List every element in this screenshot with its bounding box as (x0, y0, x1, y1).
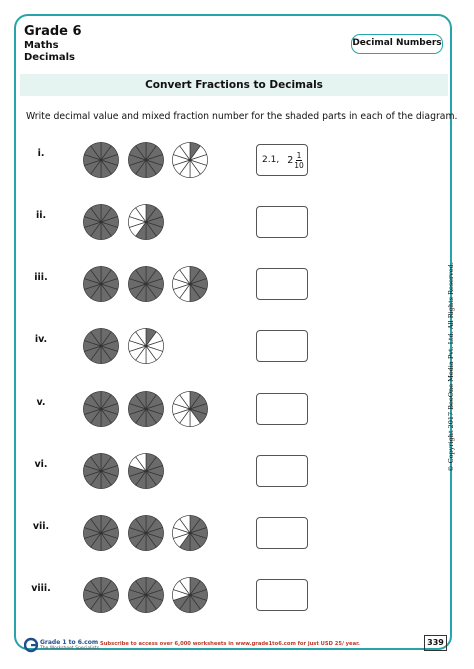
fraction-pie (82, 203, 120, 241)
copyright-text: © Copyright 2017 BeeOne Media Pvt. Ltd. All Rights Reserved. (447, 262, 455, 472)
fraction-pie (82, 390, 120, 428)
logo-name: Grade 1 to 6.com (40, 639, 99, 646)
fraction-pie (127, 576, 165, 614)
topic-badge: Decimal Numbers (351, 34, 443, 54)
fraction-pie (82, 576, 120, 614)
denominator: 10 (294, 160, 304, 170)
grade-label: Grade 6 (24, 24, 82, 39)
fraction-pie (127, 327, 165, 365)
fraction-pie (127, 390, 165, 428)
fraction-pie (127, 452, 165, 490)
page-number: 339 (424, 635, 447, 651)
fraction-pie (82, 265, 120, 303)
answer-box[interactable] (256, 144, 308, 176)
decimal-answer: 2.1, (262, 155, 280, 165)
numerator: 1 (296, 150, 302, 160)
question-number: iii. (34, 272, 48, 283)
fraction-pie (127, 514, 165, 552)
instruction-text: Write decimal value and mixed fraction number for the shaded parts in each of the diagram. (26, 111, 458, 122)
question-number: v. (36, 397, 46, 408)
question-number: viii. (31, 583, 51, 594)
whole-part: 2 (287, 154, 294, 166)
fraction-pie (171, 265, 209, 303)
mixed-fraction-answer (287, 151, 304, 170)
fraction-pie (171, 514, 209, 552)
answer-box[interactable] (256, 579, 308, 611)
site-logo[interactable] (24, 636, 99, 654)
worksheet-title: Convert Fractions to Decimals (20, 74, 448, 96)
fraction-pie (82, 141, 120, 179)
fraction-pie (171, 576, 209, 614)
question-number: vii. (32, 521, 50, 532)
answer-box[interactable] (256, 206, 308, 238)
fraction-pie (82, 452, 120, 490)
subscribe-link[interactable]: Subscribe to access over 6,000 worksheets in www.grade1to6.com for just USD 25/ year. (100, 641, 360, 647)
fraction-pie (171, 390, 209, 428)
answer-box[interactable] (256, 517, 308, 549)
fraction-pie (171, 141, 209, 179)
question-number: vi. (34, 459, 48, 470)
logo-tagline: The Worksheet Specialists (40, 646, 100, 651)
question-number: i. (37, 148, 45, 159)
fraction-part (294, 151, 304, 170)
logo-g-icon (24, 636, 38, 654)
answer-box[interactable] (256, 393, 308, 425)
fraction-pie (127, 141, 165, 179)
fraction-pie (127, 265, 165, 303)
answer-box[interactable] (256, 455, 308, 487)
question-number: ii. (35, 210, 47, 221)
answer-box[interactable] (256, 330, 308, 362)
topic-label: Decimals (24, 52, 75, 63)
fraction-pie (127, 203, 165, 241)
question-number: iv. (34, 334, 48, 345)
fraction-pie (82, 327, 120, 365)
subject-label: Maths (24, 40, 59, 51)
answer-box[interactable] (256, 268, 308, 300)
fraction-pie (82, 514, 120, 552)
page-border (14, 14, 452, 650)
